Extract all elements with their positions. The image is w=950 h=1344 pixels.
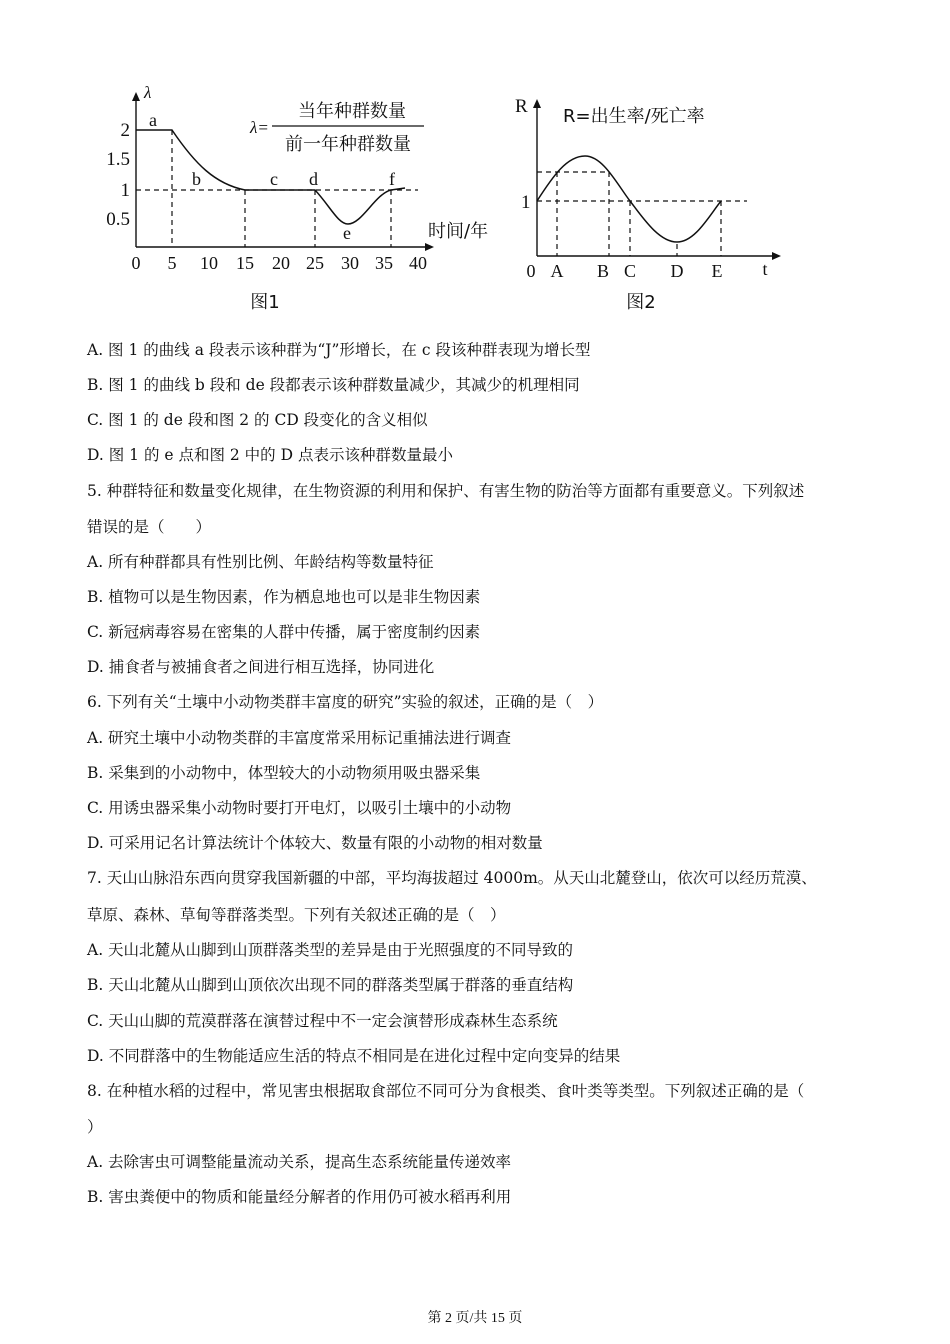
fig2-xtick-D: D (670, 261, 684, 281)
fig1-label-b: b (192, 169, 201, 189)
fig1-xtick-20: 20 (272, 253, 290, 273)
page-footer: 第 2 页/共 15 页 (427, 1311, 523, 1326)
fig2-formula: R=出生率/死亡率 (563, 106, 705, 127)
figure-2-r-graph (505, 84, 795, 316)
q5-option-d: D. 捕食者与被捕食者之间进行相互选择，协同进化 (87, 658, 435, 676)
fig1-x-unit: 时间/年 (428, 221, 489, 242)
fig2-caption: 图2 (626, 292, 656, 313)
fig1-label-e: e (343, 223, 351, 243)
q8-stem-line-2: ） (87, 1118, 103, 1136)
q4-option-d: D. 图 1 的 e 点和图 2 中的 D 点表示该种群数量最小 (87, 446, 453, 464)
fig1-xtick-35: 35 (375, 253, 393, 273)
q6-option-c: C. 用诱虫器采集小动物时要打开电灯，以吸引土壤中的小动物 (87, 799, 512, 817)
q8-option-a: A. 去除害虫可调整能量流动关系，提高生态系统能量传递效率 (87, 1153, 512, 1171)
fig1-ytick-1-5: 1.5 (106, 149, 130, 170)
q7-stem-line-1: 7. 天山山脉沿东西向贯穿我国新疆的中部，平均海拔超过 4000m。从天山北麓登山，依次可以经历荒漠、 (87, 869, 817, 887)
q6-stem: 6. 下列有关“土壤中小动物类群丰富度的研究”实验的叙述，正确的是（ ） (87, 693, 604, 711)
fig1-label-f: f (389, 169, 395, 189)
fig2-ytick-1: 1 (521, 192, 531, 213)
fig1-formula-numerator: 当年种群数量 (298, 101, 406, 122)
fig1-xtick-10: 10 (200, 253, 218, 273)
fig1-ytick-2: 2 (120, 120, 130, 141)
fig2-xtick-B: B (596, 261, 610, 281)
fig2-x-arrow (772, 252, 781, 260)
q5-option-c: C. 新冠病毒容易在密集的人群中传播，属于密度制约因素 (87, 623, 481, 641)
fig1-formula-denominator: 前一年种群数量 (285, 134, 411, 155)
fig2-xtick-E: E (711, 261, 723, 281)
fig1-label-d: d (309, 169, 318, 189)
fig1-xtick-15: 15 (236, 253, 254, 273)
fig2-y-arrow (533, 99, 541, 108)
fig1-y-arrow (132, 92, 140, 101)
fig2-xtick-C: C (623, 261, 637, 281)
fig1-x-arrow (425, 243, 434, 251)
q5-stem-line-1: 5. 种群特征和数量变化规律，在生物资源的利用和保护、有害生物的防治等方面都有重要意义。下列叙述 (87, 482, 805, 500)
figure-1-svg (100, 84, 500, 316)
fig1-caption: 图1 (250, 292, 280, 313)
fig2-xtick-0: 0 (526, 261, 536, 281)
q6-option-a: A. 研究土壤中小动物类群的丰富度常采用标记重捕法进行调查 (87, 729, 512, 747)
fig1-xtick-0: 0 (131, 253, 141, 273)
fig2-r-curve (537, 156, 721, 242)
fig1-xtick-40: 40 (409, 253, 427, 273)
fig1-formula-prefix: λ= (250, 118, 269, 137)
q5-option-b: B. 植物可以是生物因素，作为栖息地也可以是非生物因素 (87, 588, 481, 606)
q8-option-b: B. 害虫粪便中的物质和能量经分解者的作用仍可被水稻再利用 (87, 1188, 512, 1206)
fig1-ytick-0-5: 0.5 (106, 209, 130, 230)
q8-stem-line-1: 8. 在种植水稻的过程中，常见害虫根据取食部位不同可分为食根类、食叶类等类型。下列叙述正确的是（ (87, 1082, 805, 1100)
q7-option-c: C. 天山山脚的荒漠群落在演替过程中不一定会演替形成森林生态系统 (87, 1012, 558, 1030)
fig1-label-c: c (270, 169, 278, 189)
q5-stem-line-2: 错误的是（ ） (87, 518, 212, 536)
fig1-y-symbol: λ (144, 83, 152, 102)
q6-option-d: D. 可采用记名计算法统计个体较大、数量有限的小动物的相对数量 (87, 834, 543, 852)
q4-option-c: C. 图 1 的 de 段和图 2 的 CD 段变化的含义相似 (87, 411, 428, 429)
figure-2-svg (505, 84, 795, 316)
fig1-xtick-30: 30 (341, 253, 359, 273)
q7-option-b: B. 天山北麓从山脚到山顶依次出现不同的群落类型属于群落的垂直结构 (87, 976, 574, 994)
q7-option-d: D. 不同群落中的生物能适应生活的特点不相同是在进化过程中定向变异的结果 (87, 1047, 621, 1065)
fig2-y-symbol: R (515, 96, 528, 117)
fig1-xtick-25: 25 (306, 253, 324, 273)
q7-option-a: A. 天山北麓从山脚到山顶群落类型的差异是由于光照强度的不同导致的 (87, 941, 574, 959)
fig1-label-a: a (149, 110, 157, 130)
fig2-xtick-A: A (550, 261, 564, 281)
q4-option-a: A. 图 1 的曲线 a 段表示该种群为“J”形增长，在 c 段该种群表现为增长型 (87, 341, 591, 359)
fig1-xtick-5: 5 (167, 253, 177, 273)
fig1-ytick-1: 1 (120, 180, 130, 201)
figure-1-lambda-graph (100, 84, 500, 316)
q5-option-a: A. 所有种群都具有性别比例、年龄结构等数量特征 (87, 553, 434, 571)
q6-option-b: B. 采集到的小动物中，体型较大的小动物须用吸虫器采集 (87, 764, 481, 782)
fig2-xtick-t: t (762, 259, 768, 279)
q7-stem-line-2: 草原、森林、草甸等群落类型。下列有关叙述正确的是（ ） (87, 906, 506, 924)
q4-option-b: B. 图 1 的曲线 b 段和 de 段都表示该种群数量减少，其减少的机理相同 (87, 376, 580, 394)
